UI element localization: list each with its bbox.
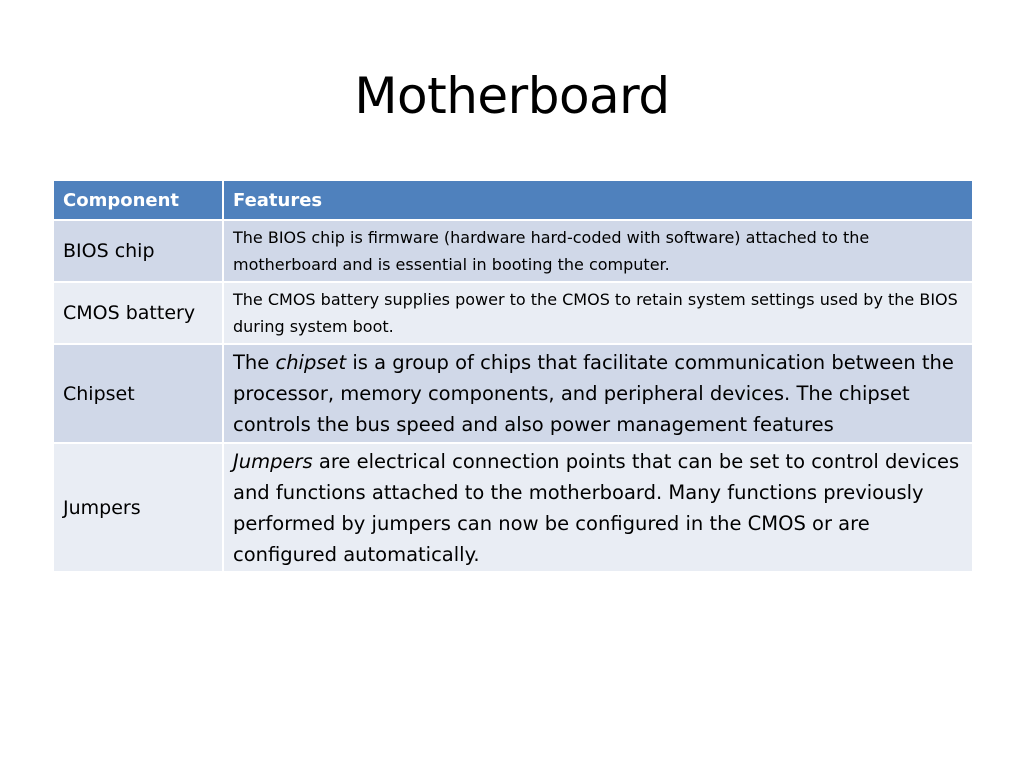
component-cell: CMOS battery [53,282,223,344]
table-row [53,220,973,282]
table-row [53,443,973,572]
slide-title: Motherboard [354,67,670,125]
component-cell: Jumpers [53,443,223,572]
component-table [52,179,974,573]
features-cell [223,443,973,572]
features-cell: The CMOS battery supplies power to the CMOS to retain system settings used by the BIOS during system boot. [223,282,973,344]
features-term: chipset [275,351,347,374]
features-text-post: is a group of chips that facilitate communication between the processor, memory components, and peripheral devices. The chipset controls the bus speed and also power management features [233,351,954,436]
table-row [53,344,973,443]
features-cell [223,344,973,443]
features-text-pre: The [233,351,276,374]
features-cell: The BIOS chip is firmware (hardware hard-coded with software) attached to the motherboard and is essential in booting the computer. [223,220,973,282]
table-header-row [53,180,973,220]
features-text-post: are electrical connection points that can be set to control devices and functions attached to the motherboard. Many functions previously performed by jumpers can now be configured in the CMOS or are configured automatically. [233,449,960,566]
header-component: Component [53,180,223,220]
header-features: Features [223,180,973,220]
table-row [53,282,973,344]
component-cell: BIOS chip [53,220,223,282]
component-cell: Chipset [53,344,223,443]
features-term: Jumpers [233,449,313,473]
